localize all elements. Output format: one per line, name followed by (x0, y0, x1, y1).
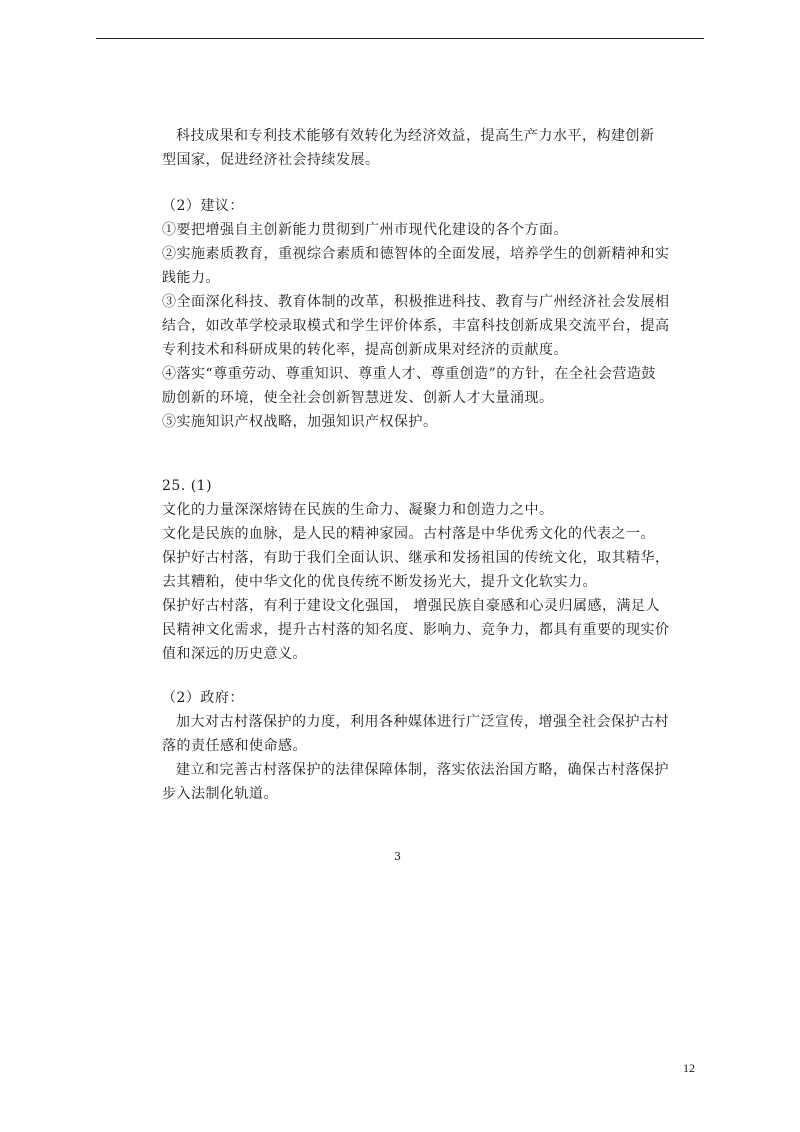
list-item: ①要把增强自主创新能力贯彻到广州市现代化建设的各个方面。 (162, 222, 568, 238)
inner-page-number: 3 (394, 850, 401, 863)
section-heading: 25. (1) (162, 478, 213, 494)
paragraph-line: 值和深远的历史意义。 (162, 646, 307, 662)
paragraph-line: 保护好古村落，有助于我们全面认识、继承和发扬祖国的传统文化，取其精华， (162, 550, 670, 566)
list-item: 结合，如改革学校录取模式和学生评价体系，丰富科技创新成果交流平台，提高 (162, 318, 670, 334)
list-item: ④落实“尊重劳动、尊重知识、尊重人才、尊重创造”的方针，在全社会营造鼓 (162, 366, 656, 382)
paragraph-line: 加大对古村落保护的力度，利用各种媒体进行广泛宣传，增强全社会保护古村 (176, 714, 669, 730)
section-25-1 (162, 474, 670, 666)
list-item: 励创新的环境，使全社会创新智慧迸发、创新人才大量涌现。 (162, 390, 554, 406)
header-rule (96, 38, 704, 39)
paragraph-line: 步入法制化轨道。 (162, 786, 278, 802)
section-24-continuation (162, 124, 655, 172)
section-24-2 (162, 194, 670, 434)
paragraph-line: 文化的力量深深熔铸在民族的生命力、凝聚力和创造力之中。 (162, 502, 554, 518)
paragraph-line: 科技成果和专利技术能够有效转化为经济效益，提高生产力水平，构建创新 (176, 128, 655, 144)
list-item: ③全面深化科技、教育体制的改革，积极推进科技、教育与广州经济社会发展相 (162, 294, 670, 310)
paragraph-line: 保护好古村落，有利于建设文化强国， 增强民族自豪感和心灵归属感，满足人 (162, 598, 660, 614)
paragraph-line: 落的责任感和使命感。 (162, 738, 307, 754)
list-item: ⑤实施知识产权战略，加强知识产权保护。 (162, 414, 438, 430)
paragraph-line: 文化是民族的血脉，是人民的精神家园。古村落是中华优秀文化的代表之一。 (162, 526, 655, 542)
paragraph-line: 民精神文化需求，提升古村落的知名度、影响力、竞争力，都具有重要的现实价 (162, 622, 670, 638)
section-heading: （2）政府： (162, 690, 244, 706)
list-item: 践能力。 (162, 270, 220, 286)
list-item: 专利技术和科研成果的转化率，提高创新成果对经济的贡献度。 (162, 342, 568, 358)
section-25-2 (162, 686, 669, 806)
document-body (162, 124, 670, 806)
page-number: 12 (683, 1061, 695, 1075)
section-heading: （2）建议： (162, 198, 244, 214)
paragraph-line: 去其糟粕，使中华文化的优良传统不断发扬光大，提升文化软实力。 (162, 574, 597, 590)
paragraph-line: 建立和完善古村落保护的法律保障体制，落实依法治国方略，确保古村落保护 (176, 762, 669, 778)
list-item: ②实施素质教育，重视综合素质和德智体的全面发展，培养学生的创新精神和实 (162, 246, 670, 262)
paragraph-line: 型国家，促进经济社会持续发展。 (162, 152, 380, 168)
